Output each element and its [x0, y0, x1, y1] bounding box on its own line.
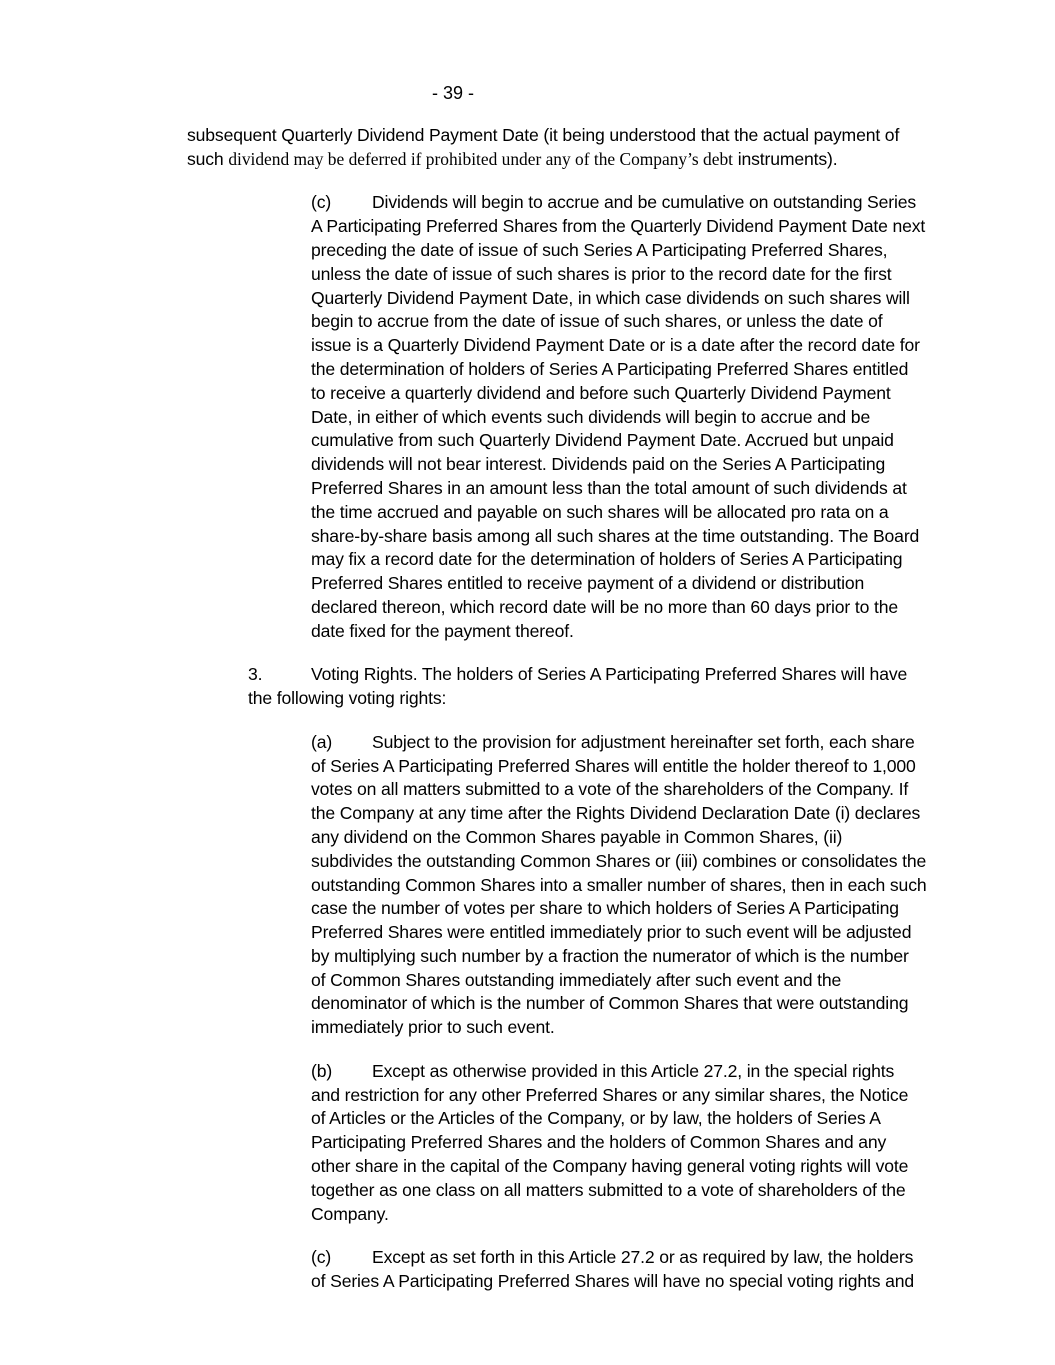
paragraph-voting-a	[187, 731, 927, 1040]
paragraph-text: Dividends will begin to accrue and be cumulative on outstanding Series A Participating Preferred Shares from the Quarterly Dividend Payment Date next preceding the date of issue of such Series A Participating Preferred Shares, unless the date of issue of such shares is prior to the record date for the first Quarterly Dividend Payment Date, in which case dividends on such shares will begin to accrue from the date of issue of such shares, or unless the date of issue is a Quarterly Dividend Payment Date or is a date after the record date for the determination of holders of Series A Participating Preferred Shares entitled to receive a quarterly dividend and before such Quarterly Dividend Payment Date, in either of which events such dividends will begin to accrue and be cumulative from such Quarterly Dividend Payment Date. Accrued but unpaid dividends will not bear interest. Dividends paid on the Series A Participating Preferred Shares in an amount less than the total amount of such dividends at the time accrued and payable on such shares will be allocated pro rata on a share-by-share basis among all such shares at the time outstanding. The Board may fix a record date for the determination of holders of Series A Participating Preferred Shares entitled to receive payment of a dividend or distribution declared thereon, which record date will be no more than 60 days prior to the date fixed for the payment thereof.	[311, 192, 926, 641]
paragraph-voting-c	[187, 1246, 927, 1294]
paragraph-text: subsequent Quarterly Dividend Payment Date (it being understood that the actual payment of such	[187, 125, 900, 169]
paragraph-text-serif: dividend may be deferred if prohibited under any of the Company’s debt	[228, 148, 733, 169]
page-number: - 39 -	[431, 83, 474, 103]
section-number: 3.	[248, 664, 263, 685]
paragraph-text: Except as set forth in this Article 27.2 or as required by law, the holders of Series A Participating Preferred Shares will have no special voting rights and	[311, 1247, 914, 1292]
list-marker: (a)	[311, 731, 333, 752]
document-body	[187, 124, 927, 1314]
list-marker: (c)	[311, 1247, 332, 1268]
paragraph-text-tail: instruments).	[732, 148, 838, 169]
section-voting-rights	[187, 663, 927, 711]
list-marker: (c)	[311, 192, 332, 213]
paragraph-voting-b	[187, 1060, 927, 1227]
paragraph-text: Subject to the provision for adjustment hereinafter set forth, each share of Series A Participating Preferred Shares will entitle the holder thereof to 1,000 votes on all matters submitted to a vote of the shareholders of the Company. If the Company at any time after the Rights Dividend Declaration Date (i) declares any dividend on the Common Shares payable in Common Shares, (ii) subdivides the outstanding Common Shares or (iii) combines or consolidates the outstanding Common Shares into a smaller number of shares, then in each such case the number of votes per share to which holders of Series A Participating Preferred Shares were entitled immediately prior to such event will be adjusted by multiplying such number by a fraction the numerator of which is the number of Common Shares outstanding immediately after such event and the denominator of which is the number of Common Shares that were outstanding immediately prior to such event.	[311, 731, 927, 1038]
paragraph-text: Voting Rights. The holders of Series A Participating Preferred Shares will have the following voting rights:	[248, 664, 908, 709]
paragraph-text: Except as otherwise provided in this Article 27.2, in the special rights and restriction for any other Preferred Shares or any similar shares, the Notice of Articles or the Articles of the Company, or by law, the holders of Series A Participating Preferred Shares and the holders of Common Shares and any other share in the capital of the Company having general voting rights will vote together as one class on all matters submitted to a vote of shareholders of the Company.	[311, 1060, 909, 1224]
paragraph-continuation	[187, 124, 927, 172]
list-marker: (b)	[311, 1060, 333, 1081]
paragraph-dividends-c	[187, 191, 927, 643]
